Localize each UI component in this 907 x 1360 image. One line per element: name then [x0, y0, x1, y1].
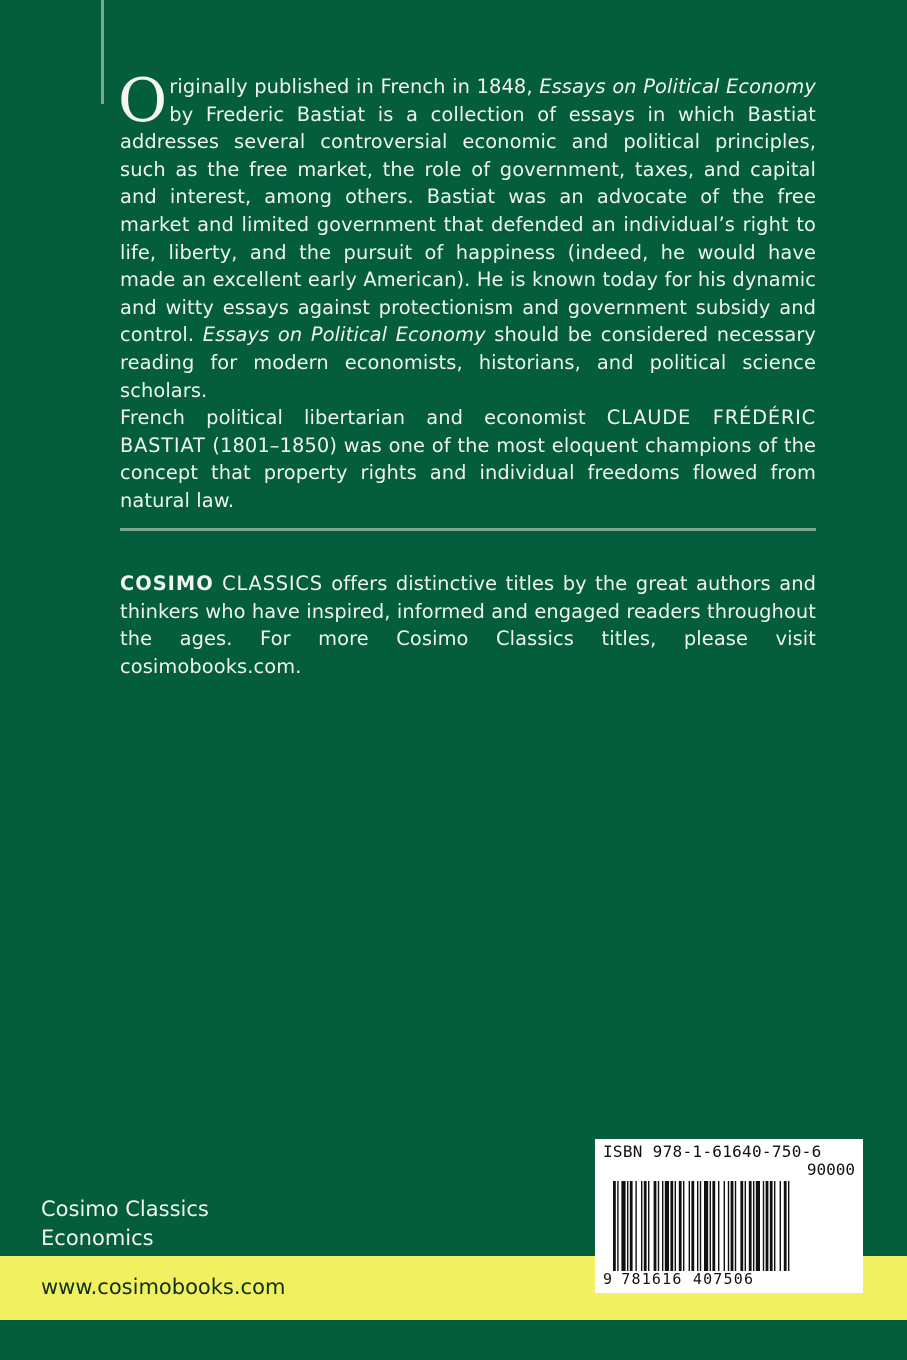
- barcode-bars: [613, 1181, 853, 1271]
- barcode-bar: [635, 1181, 636, 1271]
- barcode-bar: [756, 1181, 760, 1271]
- barcode-bar: [735, 1181, 736, 1271]
- author-bio-paragraph: [120, 404, 816, 514]
- barcode-bar: [683, 1181, 684, 1271]
- barcode-bar: [617, 1181, 618, 1271]
- series-name: Cosimo Classics: [41, 1197, 209, 1221]
- author-bio-text: (1801–1850) was one of the most eloquent champions of the concept that property rights and individual freedoms flowed from natural law.: [120, 433, 816, 512]
- barcode-bar: [662, 1181, 663, 1271]
- section-divider: [120, 528, 816, 531]
- drop-cap: O: [118, 66, 168, 136]
- publisher-brand-bold: COSIMO: [120, 572, 214, 595]
- description-text-middle: by Frederic Bastiat is a collection of essays in which Bastiat addresses several controversial economic and political principles, such as the free market, the role of government, taxes, and capital and interest, among others. Bastiat was an advocate of the free market and limited government that defended an individual’s right to life, liberty, and the pursuit of happiness (indeed, he would have made an excellent early American). He is known today for his dynamic and witty essays against protectionism and government subsidy and control.: [120, 102, 816, 347]
- barcode-bar: [718, 1181, 719, 1271]
- barcode-bar: [691, 1181, 694, 1271]
- barcode-bar: [753, 1181, 754, 1271]
- barcode-digits: [603, 1270, 754, 1288]
- barcode-bar: [675, 1181, 676, 1271]
- publisher-brand-caps: CLASSICS: [222, 572, 323, 595]
- isbn-barcode: [595, 1139, 863, 1293]
- barcode-bar: [654, 1181, 657, 1271]
- barcode-bar: [697, 1181, 698, 1271]
- barcode-bar: [627, 1181, 628, 1271]
- publisher-note-text: offers distinctive titles by the great authors and thinkers who have inspired, informed and engaged readers throughout the ages. For more Cosimo Classics titles, please visit cosimobooks.com.: [120, 572, 816, 678]
- book-title-italic-second: Essays on Political Economy: [202, 323, 486, 347]
- barcode-bar: [728, 1181, 729, 1271]
- barcode-bar: [648, 1181, 649, 1271]
- series-category: Economics: [41, 1226, 154, 1250]
- author-name: CLAUDE FRÉDÉRIC BASTIAT: [120, 406, 816, 457]
- description-text-start: riginally published in French in 1848,: [169, 75, 540, 98]
- barcode-bar: [658, 1181, 659, 1271]
- description-paragraph: [118, 66, 816, 404]
- barcode-bar: [780, 1181, 781, 1271]
- barcode-digit-groups: 781616 407506: [621, 1270, 755, 1288]
- barcode-bar: [749, 1181, 752, 1271]
- price-code: 90000: [806, 1160, 855, 1179]
- barcode-bar: [774, 1181, 775, 1271]
- barcode-bar: [689, 1181, 690, 1271]
- book-title-italic: Essays on Political Economy: [539, 75, 816, 98]
- series-label: [41, 1195, 209, 1253]
- barcode-bar: [766, 1181, 769, 1271]
- barcode-bar: [665, 1181, 669, 1271]
- barcode-bar: [644, 1181, 647, 1271]
- barcode-bar: [700, 1181, 701, 1271]
- description-text-end: should be considered necessary reading for modern economists, historians, and political science scholars.: [120, 323, 816, 402]
- barcode-bar: [630, 1181, 633, 1271]
- barcode-bar: [770, 1181, 773, 1271]
- barcode-bar: [763, 1181, 764, 1271]
- barcode-bar: [641, 1181, 642, 1271]
- barcode-bar: [704, 1181, 708, 1271]
- author-bio-intro: French political libertarian and economist: [120, 406, 607, 429]
- barcode-bar: [679, 1181, 682, 1271]
- barcode-bar: [621, 1181, 625, 1271]
- publisher-note-paragraph: [120, 570, 816, 680]
- barcode-bar: [670, 1181, 673, 1271]
- barcode-lead-digit: 9: [603, 1270, 614, 1288]
- decorative-vertical-line: [101, 0, 104, 104]
- barcode-bar: [731, 1181, 734, 1271]
- barcode-bar: [784, 1181, 787, 1271]
- barcode-bar: [740, 1181, 743, 1271]
- barcode-bar: [788, 1181, 789, 1271]
- barcode-bar: [613, 1181, 616, 1271]
- barcode-bar: [712, 1181, 715, 1271]
- barcode-bar: [745, 1181, 746, 1271]
- isbn-text: ISBN 978-1-61640-750-6: [603, 1142, 822, 1161]
- barcode-bar: [724, 1181, 725, 1271]
- website-url: www.cosimobooks.com: [41, 1275, 286, 1299]
- barcode-bar: [710, 1181, 711, 1271]
